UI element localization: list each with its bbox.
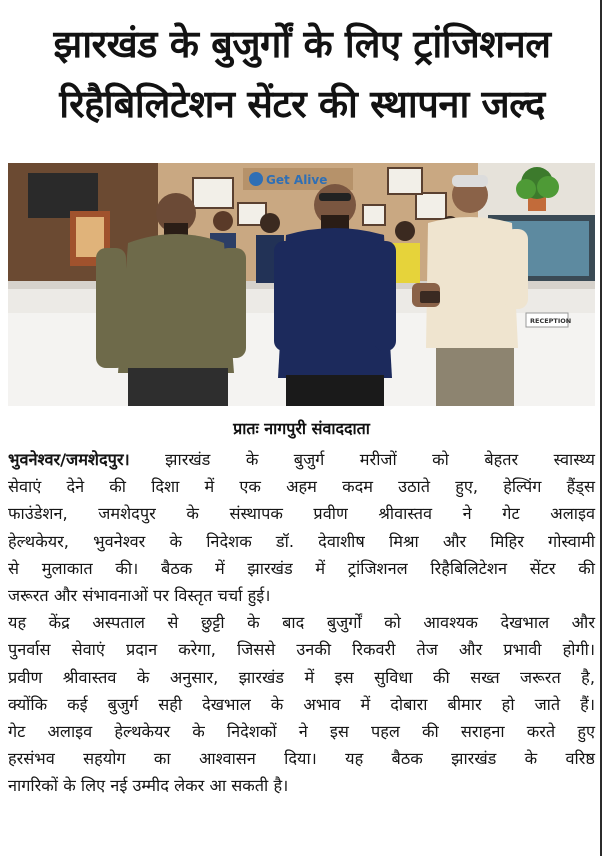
article-line: प्रवीण श्रीवास्तव के अनुसार, झारखंड में इस सुविधा की सख्त जरूरत है, — [8, 667, 595, 687]
article-line: से मुलाकात की। बैठक में झारखंड में ट्रांजिशनल रिहैबिलिटेशन सेंटर की — [8, 558, 595, 578]
article-line: सेवाएं देने की दिशा में एक अहम कदम उठाते हुए, हेल्पिंग हैंड्स — [8, 477, 595, 497]
reception-label: RECEPTION — [530, 317, 572, 325]
headline-line-2: रिहैबिलिटेशन सेंटर की स्थापना जल्द — [59, 82, 545, 126]
article-line: फाउंडेशन, जमशेदपुर के संस्थापक प्रवीण श्रीवास्तव ने गेट अलाइव — [8, 504, 595, 524]
article-line: गेट अलाइव हेल्थकेयर के निदेशकों ने इस पहल की सराहना करते हुए — [8, 722, 595, 742]
logo-text: Get Alive — [266, 173, 328, 187]
dateline: भुवनेश्वर/जमशेदपुर। — [8, 450, 130, 469]
news-photo — [8, 163, 595, 406]
byline: प्रातः नागपुरी संवाददाता — [233, 419, 370, 438]
paragraph-2 — [8, 609, 595, 799]
headline-line-1: झारखंड के बुजुर्गों के लिए ट्रांजिशनल — [53, 22, 551, 66]
headline — [8, 14, 596, 134]
article-line: यह केंद्र अस्पताल से छुट्टी के बाद बुजुर्गों को आवश्यक देखभाल और — [8, 613, 595, 633]
article-line — [8, 446, 595, 473]
article-line: हेल्थकेयर, भुवनेश्वर के निदेशक डॉ. देवाशीष मिश्रा और मिहिर गोस्वामी — [8, 531, 595, 551]
article-line: जरूरत और संभावनाओं पर विस्तृत चर्चा हुई। — [8, 586, 271, 606]
article-body — [8, 446, 595, 800]
article-line-text: झारखंड के बुजुर्ग मरीजों को बेहतर स्वास्थ्य — [129, 450, 595, 469]
article-line: क्योंकि कई बुजुर्ग सही देखभाल के अभाव में दोबारा बीमार हो जाते हैं। — [8, 694, 595, 714]
article-line: नागरिकों के लिए नई उम्मीद लेकर आ सकती है। — [8, 776, 289, 796]
column-rule — [600, 0, 602, 856]
reception-sign — [526, 313, 571, 327]
article-line: पुनर्वास सेवाएं प्रदान करेगा, जिससे उनकी रिकवरी तेज और प्रभावी होगी। — [8, 640, 596, 660]
paragraph-1 — [8, 446, 595, 609]
article-line: हरसंभव सहयोग का आश्वासन दिया। यह बैठक झारखंड के वरिष्ठ — [8, 749, 595, 769]
